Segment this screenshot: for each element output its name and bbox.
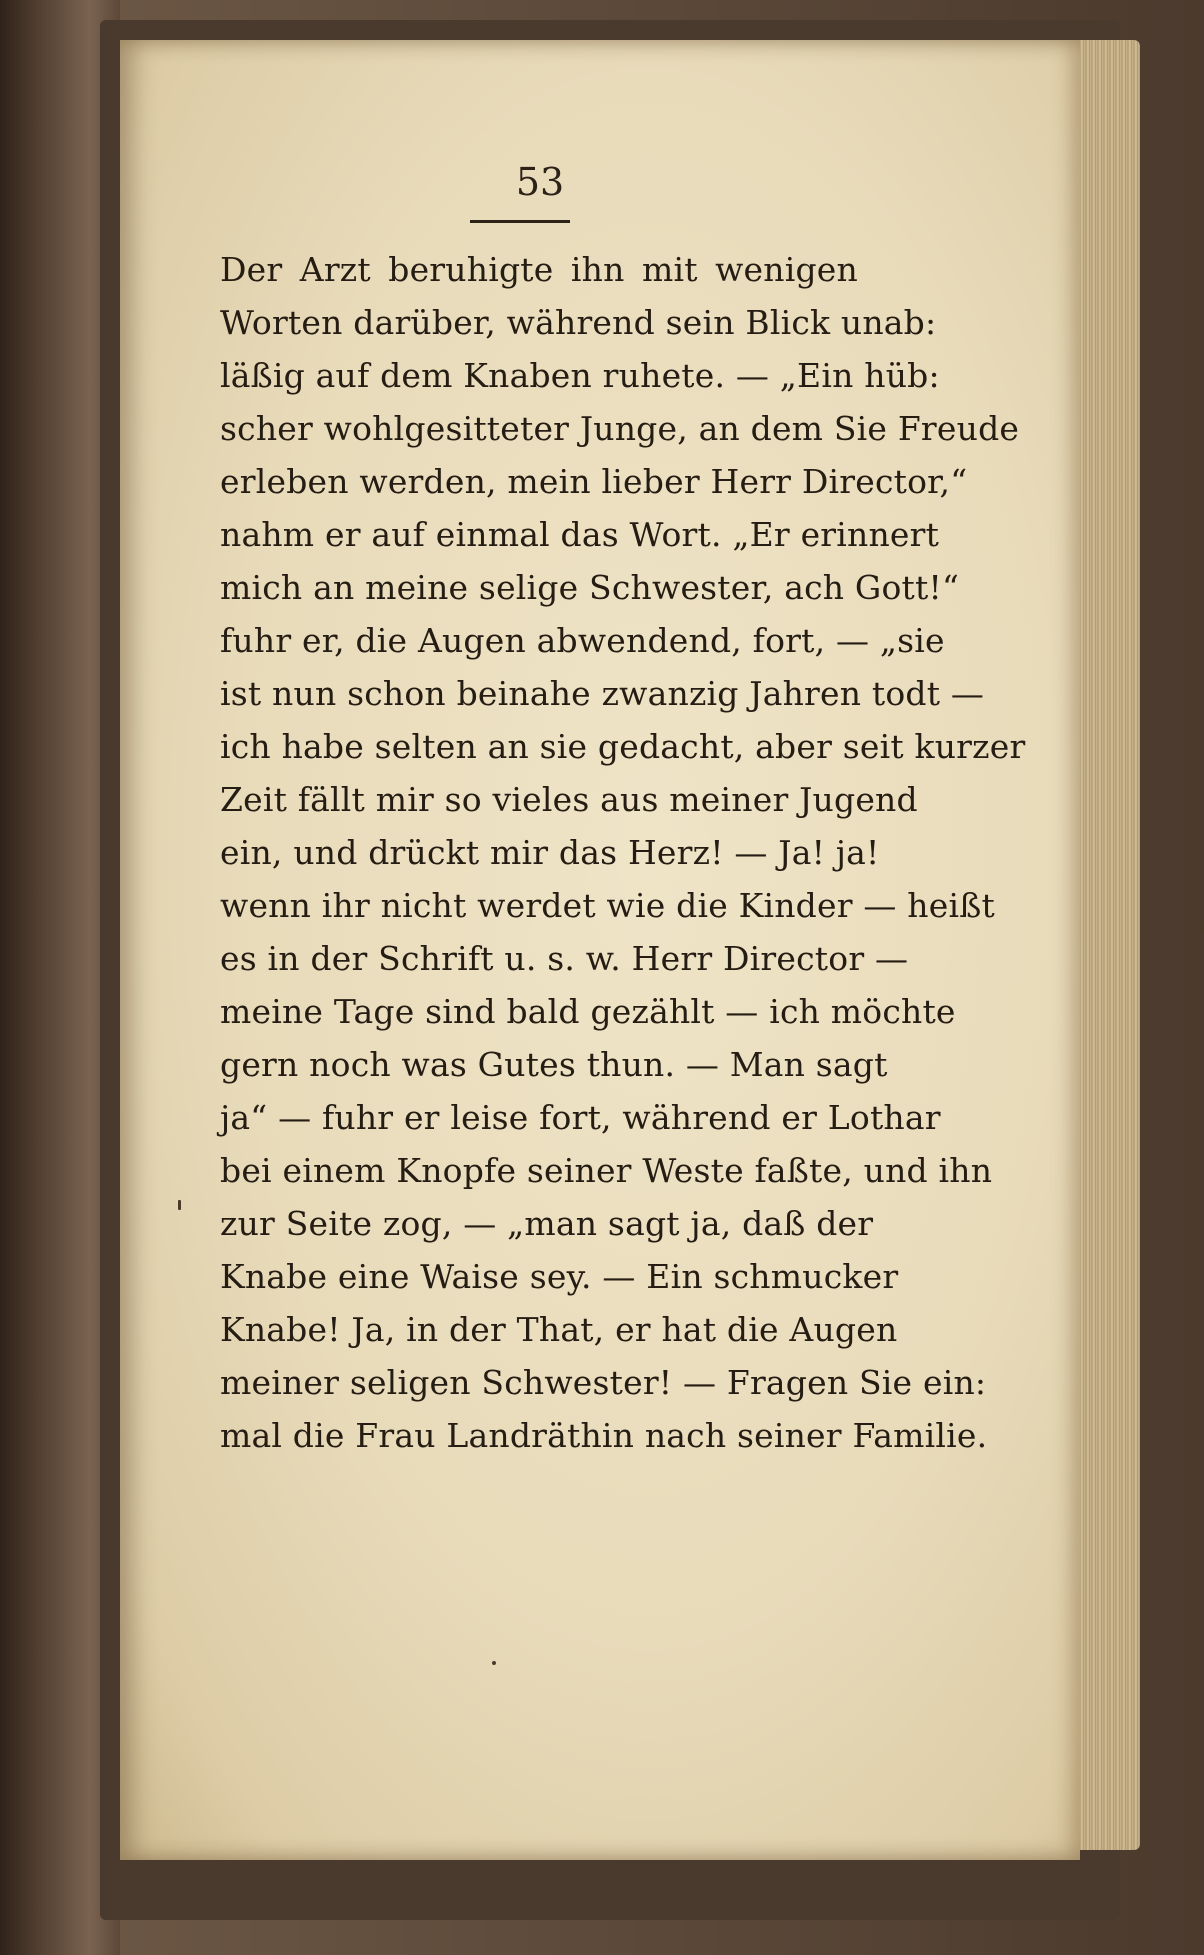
text-line: Knabe! Ja, in der That, er hat die Augen: [220, 1310, 898, 1349]
text-line: bei einem Knopfe seiner Weste faßte, und ihn: [220, 1151, 993, 1190]
body-text: [120, 40, 1080, 1860]
text-line: ich habe selten an sie gedacht, aber seit kurzer: [220, 727, 1026, 766]
text-line: nahm er auf einmal das Wort. „Er erinnert: [220, 515, 940, 554]
text-line: mich an meine selige Schwester, ach Gott!“: [220, 568, 960, 607]
text-line: ein, und drückt mir das Herz! — Ja! ja!: [220, 833, 880, 872]
text-line: scher wohlgesitteter Junge, an dem Sie Freude: [220, 409, 1020, 448]
ink-speck: [492, 1661, 496, 1665]
text-line: erleben werden, mein lieber Herr Director,“: [220, 462, 968, 501]
text-line: läßig auf dem Knaben ruhete. — „Ein hüb:: [220, 356, 940, 395]
text-line: Der Arzt beruhigte ihn mit wenigen: [220, 250, 858, 289]
text-line: meiner seligen Schwester! — Fragen Sie ein:: [220, 1363, 987, 1402]
text-line: Knabe eine Waise sey. — Ein schmucker: [220, 1257, 899, 1296]
ink-speck: [178, 1200, 181, 1210]
text-line: Worten darüber, während sein Blick unab:: [220, 303, 937, 342]
text-line: es in der Schrift u. s. w. Herr Director —: [220, 939, 909, 978]
page-number: 53: [515, 160, 565, 204]
text-line: fuhr er, die Augen abwendend, fort, — „sie: [220, 621, 945, 660]
text-line: wenn ihr nicht werdet wie die Kinder — heißt: [220, 886, 995, 925]
text-line: ja“ — fuhr er leise fort, während er Lothar: [220, 1098, 941, 1137]
text-line: Zeit fällt mir so vieles aus meiner Jugend: [220, 780, 918, 819]
text-line: zur Seite zog, — „man sagt ja, daß der: [220, 1204, 874, 1243]
text-line: mal die Frau Landräthin nach seiner Familie.: [220, 1416, 988, 1455]
ink-speck: [1200, 920, 1204, 934]
text-line: meine Tage sind bald gezählt — ich möchte: [220, 992, 956, 1031]
text-line: gern noch was Gutes thun. — Man sagt: [220, 1045, 888, 1084]
page: [120, 40, 1080, 1860]
text-line: ist nun schon beinahe zwanzig Jahren todt —: [220, 674, 985, 713]
